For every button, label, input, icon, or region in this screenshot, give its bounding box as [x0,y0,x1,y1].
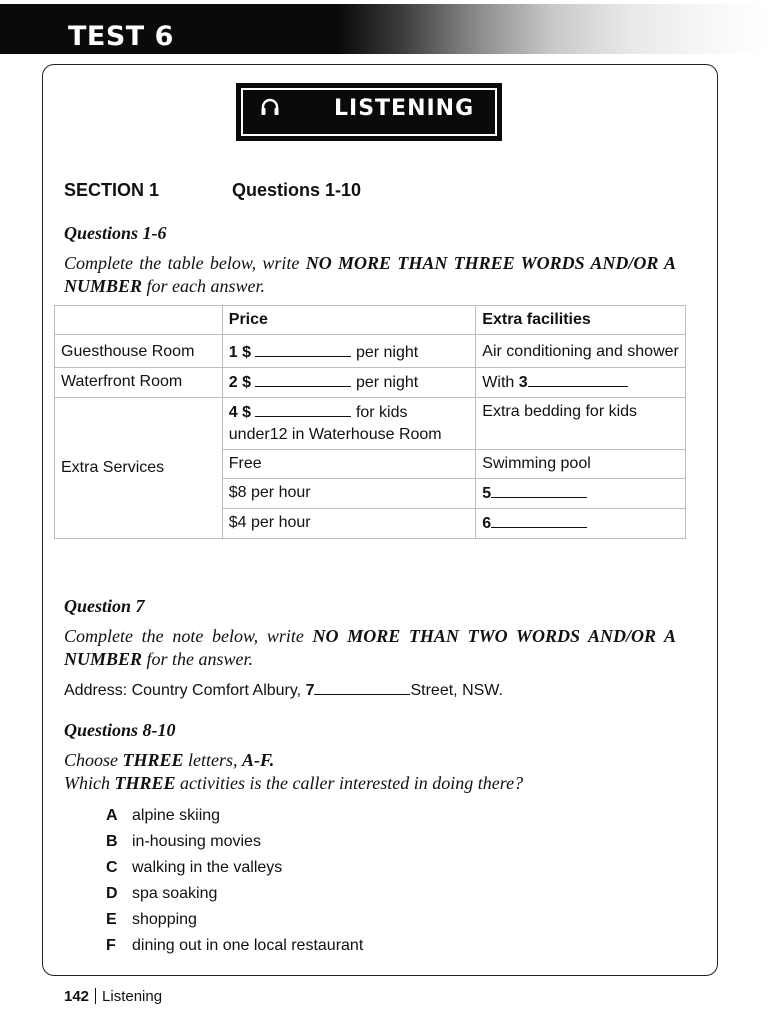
badge-label: LISTENING [334,96,475,121]
page-footer [64,988,162,1005]
answer-blank-5[interactable] [491,482,587,498]
headphones-icon [260,97,280,117]
list-item[interactable]: B in-housing movies [106,833,261,850]
facilities-header: Extra facilities [476,306,686,335]
list-item[interactable]: E shopping [106,911,197,928]
price-cell: $8 per hour [222,479,476,509]
facility-cell: Extra bedding for kids [476,398,686,450]
price-cell: $4 per hour [222,509,476,539]
test-header-bar [0,0,768,54]
price-cell: Free [222,450,476,479]
row-label: Waterfront Room [55,368,223,398]
footer-section: Listening [102,988,163,1005]
question-7-instructions: Complete the note below, write NO MORE THAN TWO WORDS AND/OR A NUMBER for the answer. [64,626,676,669]
listening-badge [236,83,502,141]
page-number: 142 [64,988,90,1005]
table-row [55,398,686,450]
answer-blank-2[interactable] [255,371,351,387]
price-header: Price [222,306,476,335]
facility-cell: Swimming pool [476,450,686,479]
row-label: Guesthouse Room [55,335,223,368]
list-item[interactable]: C walking in the valleys [106,859,283,876]
facility-cell: 5 [476,479,686,509]
facility-cell: With 3 [476,368,686,398]
table-row [55,335,686,368]
answer-blank-4[interactable] [255,401,351,417]
facility-cell: 6 [476,509,686,539]
list-item[interactable]: A alpine skiing [106,807,221,824]
test-title: TEST 6 [68,21,174,52]
facility-cell: Air conditioning and shower [476,335,686,368]
questions-8-10-heading: Questions 8-10 [64,720,176,740]
answer-blank-6[interactable] [491,512,587,528]
list-item[interactable]: F dining out in one local restaurant [106,937,364,954]
table-corner-cell [55,306,223,335]
questions-1-6-heading: Questions 1-6 [64,223,167,243]
row-label: Extra Services [55,398,223,539]
price-cell: 1 $ per night [222,335,476,368]
list-item[interactable]: D spa soaking [106,885,218,902]
table-header-row [55,306,686,335]
table-row [55,368,686,398]
price-cell: 4 $ for kids under12 in Waterhouse Room [222,398,476,450]
price-cell: 2 $ per night [222,368,476,398]
questions-1-6-instructions: Complete the table below, write NO MORE THAN THREE WORDS AND/OR A NUMBER for each answer. [64,253,676,296]
address-line: Address: Country Comfort Albury, 7 Street, NSW. [64,679,503,700]
footer-divider [95,988,96,1004]
question-7-heading: Question 7 [64,596,145,616]
questions-8-10-instructions: Choose THREE letters, A-F. Which THREE activities is the caller interested in doing there? [64,750,524,793]
answer-blank-3[interactable] [528,371,628,387]
section-label: SECTION 1 [64,180,160,200]
section-questions: Questions 1-10 [232,180,362,200]
answer-blank-1[interactable] [255,341,351,357]
accommodation-table [54,305,686,539]
answer-blank-7[interactable] [314,679,410,695]
options-list [106,803,363,959]
